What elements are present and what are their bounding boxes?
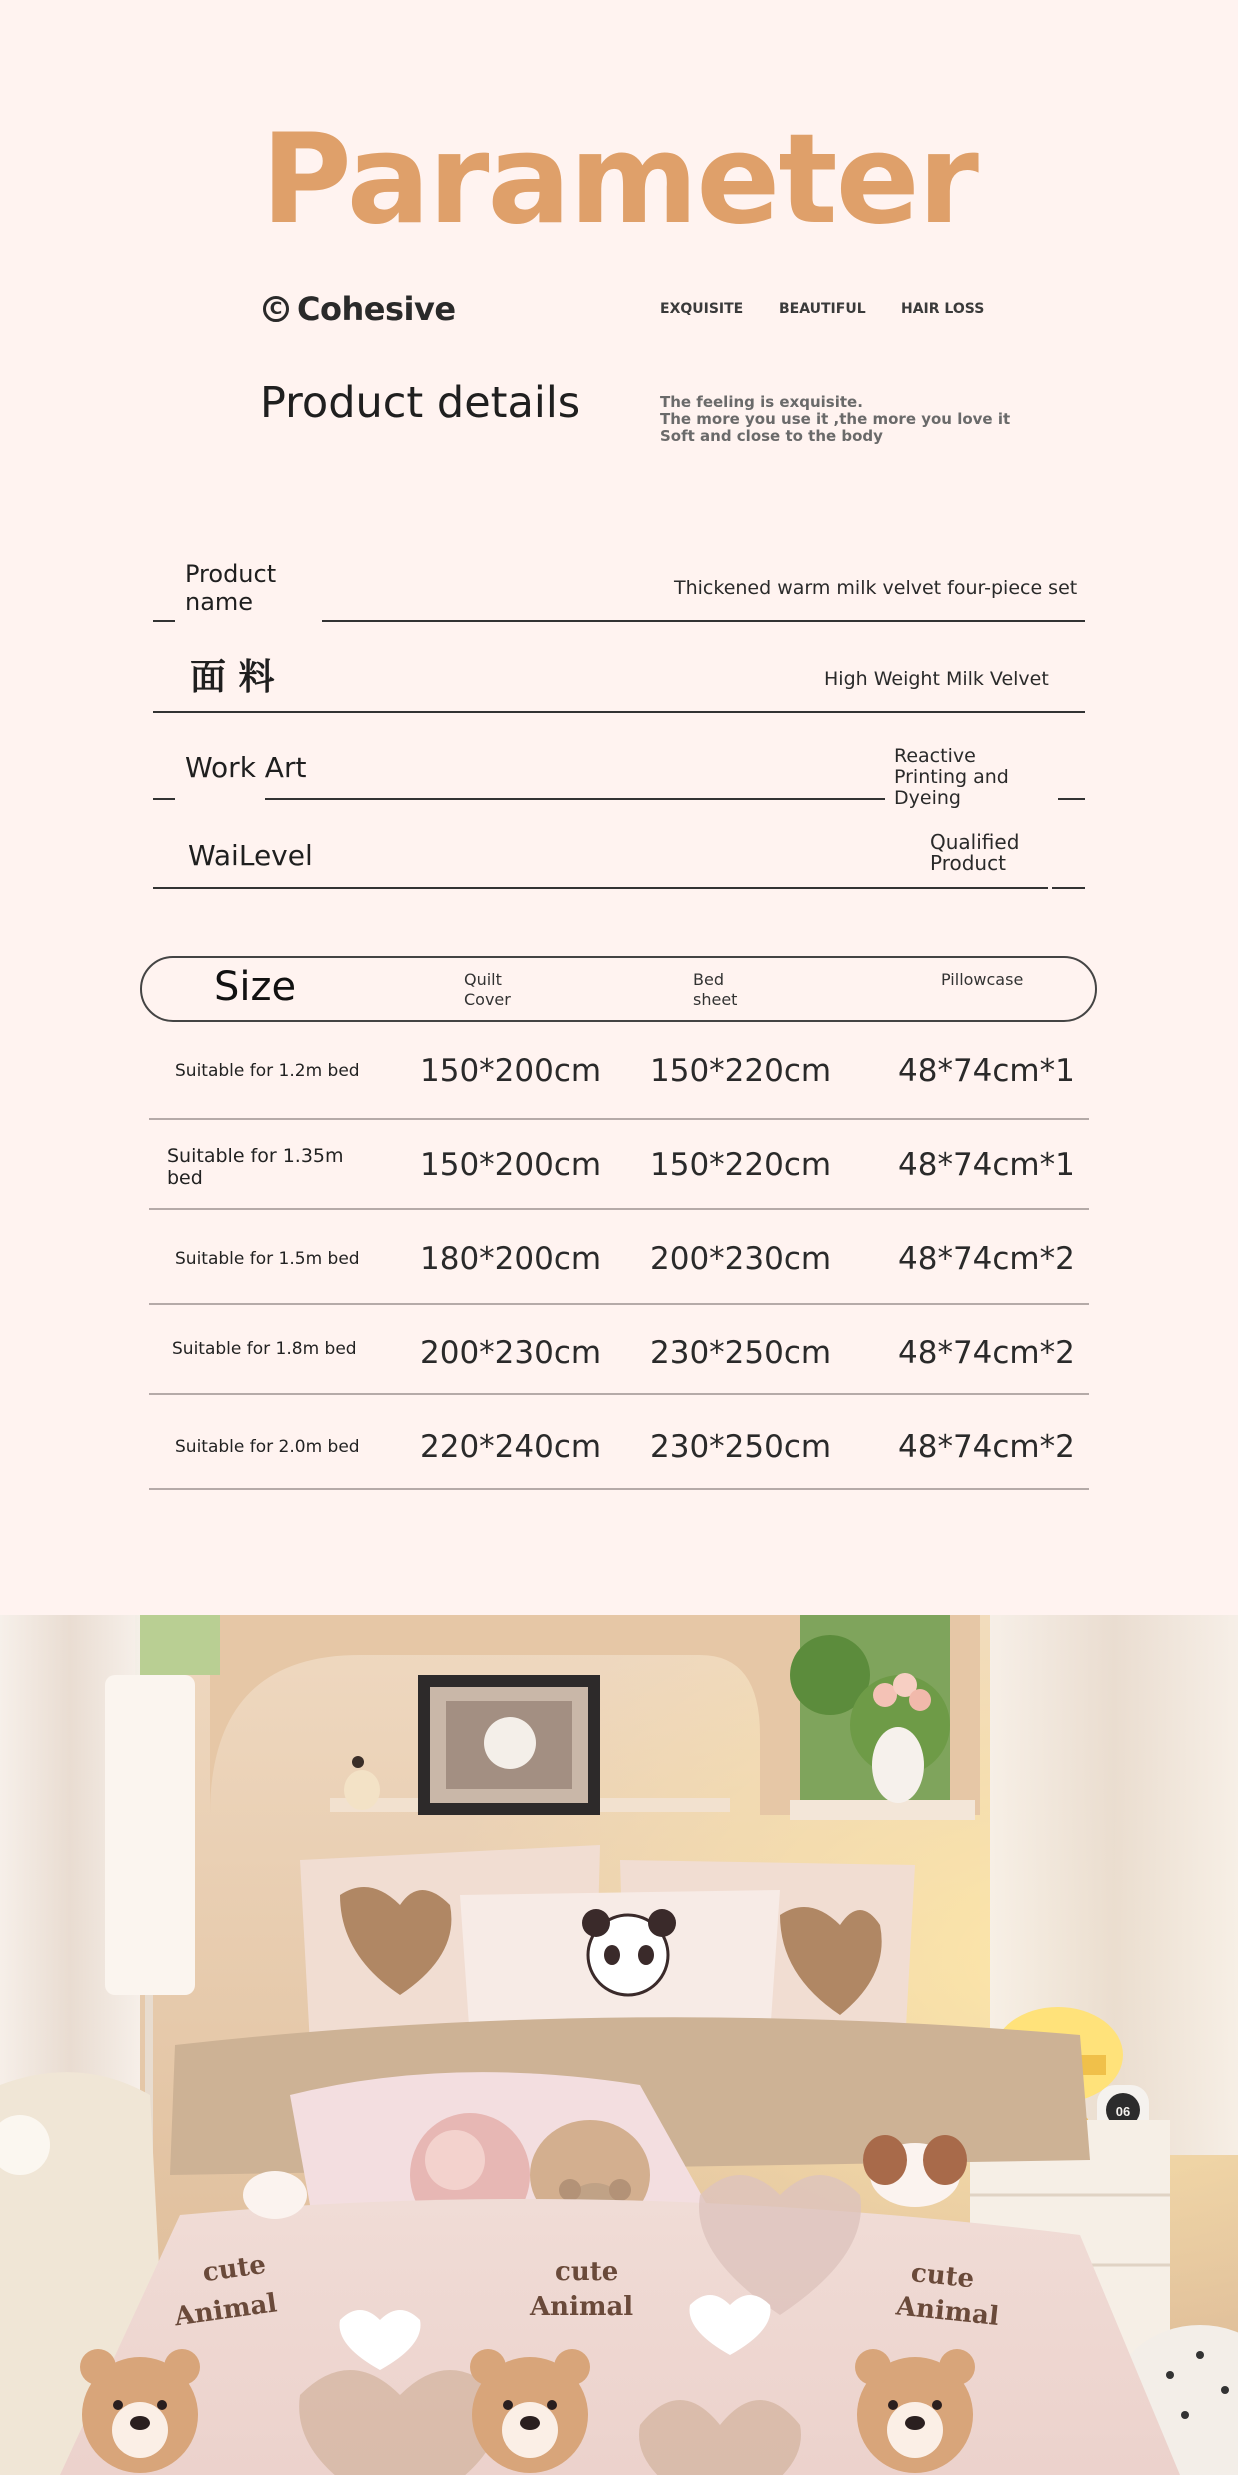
table-row-divider [149,1118,1089,1120]
table-cell-quilt: 150*200cm [420,1053,602,1089]
divider [153,887,1048,889]
copyright-icon: C [263,296,289,322]
table-cell-sheet: 230*250cm [650,1335,832,1371]
column-header-pillowcase: Pillowcase [941,970,1024,989]
print-text-animal: Animal [172,2288,279,2333]
size-heading: Size [214,964,297,1010]
bedding-product-photo [0,1615,1238,2475]
table-cell-quilt: 150*200cm [420,1147,602,1183]
param-value-work-art: Reactive Printing and Dyeing [894,745,1009,809]
print-text-cute: cute [555,2257,619,2287]
clock-label: 06 [1115,2104,1131,2119]
table-cell-quilt: 220*240cm [420,1429,602,1465]
table-cell-sheet: 150*220cm [650,1053,832,1089]
table-cell-pillow: 48*74cm*2 [898,1429,1075,1465]
table-row-label: Suitable for 1.8m bed [172,1339,357,1359]
table-cell-quilt: 180*200cm [420,1241,602,1277]
slogan-line: The more you use it ,the more you love it [660,410,1011,428]
param-value-fabric: High Weight Milk Velvet [824,668,1049,690]
divider [265,798,885,800]
divider [153,620,175,622]
param-label-level: WaiLevel [188,839,313,872]
table-cell-sheet: 230*250cm [650,1429,832,1465]
slogan [660,394,1010,445]
divider [1052,887,1085,889]
divider [1058,798,1085,800]
table-cell-sheet: 150*220cm [650,1147,832,1183]
divider [153,711,1085,713]
brand-logo [263,290,456,328]
print-text-animal: Animal [530,2292,634,2322]
param-label-work-art: Work Art [185,751,307,784]
table-row-divider [149,1488,1089,1490]
divider [153,798,175,800]
print-text-cute: cute [200,2249,268,2289]
table-cell-quilt: 200*230cm [420,1335,602,1371]
product-details-heading: Product details [260,378,581,428]
table-row-divider [149,1393,1089,1395]
brand-name: Cohesive [297,290,456,328]
tag-hair-loss: HAIR LOSS [901,301,985,317]
slogan-line: The feeling is exquisite. [660,393,863,411]
column-header-quilt-cover: Quilt Cover [464,970,511,1009]
table-row-label: Suitable for 1.2m bed [175,1061,360,1081]
param-value-product-name: Thickened warm milk velvet four-piece set [674,577,1078,599]
tag-beautiful: BEAUTIFUL [779,301,866,317]
param-label-product-name: Product name [185,560,277,616]
table-cell-pillow: 48*74cm*1 [898,1147,1075,1183]
table-row-divider [149,1303,1089,1305]
param-label-fabric: 面 料 [190,657,275,698]
param-value-level: Qualified Product [930,830,1020,875]
divider [322,620,1085,622]
table-cell-pillow: 48*74cm*2 [898,1241,1075,1277]
page-title: Parameter [261,108,977,252]
print-text-animal: Animal [894,2291,1001,2332]
table-row-label: Suitable for 1.35m bed [167,1145,344,1189]
table-row-label: Suitable for 1.5m bed [175,1249,360,1269]
slogan-line: Soft and close to the body [660,427,883,445]
table-cell-sheet: 200*230cm [650,1241,832,1277]
print-text-cute: cute [909,2257,976,2295]
column-header-bed-sheet: Bed sheet [693,970,738,1009]
table-cell-pillow: 48*74cm*2 [898,1335,1075,1371]
table-row-divider [149,1208,1089,1210]
tag-exquisite: EXQUISITE [660,301,744,317]
table-cell-pillow: 48*74cm*1 [898,1053,1075,1089]
table-row-label: Suitable for 2.0m bed [175,1437,360,1457]
